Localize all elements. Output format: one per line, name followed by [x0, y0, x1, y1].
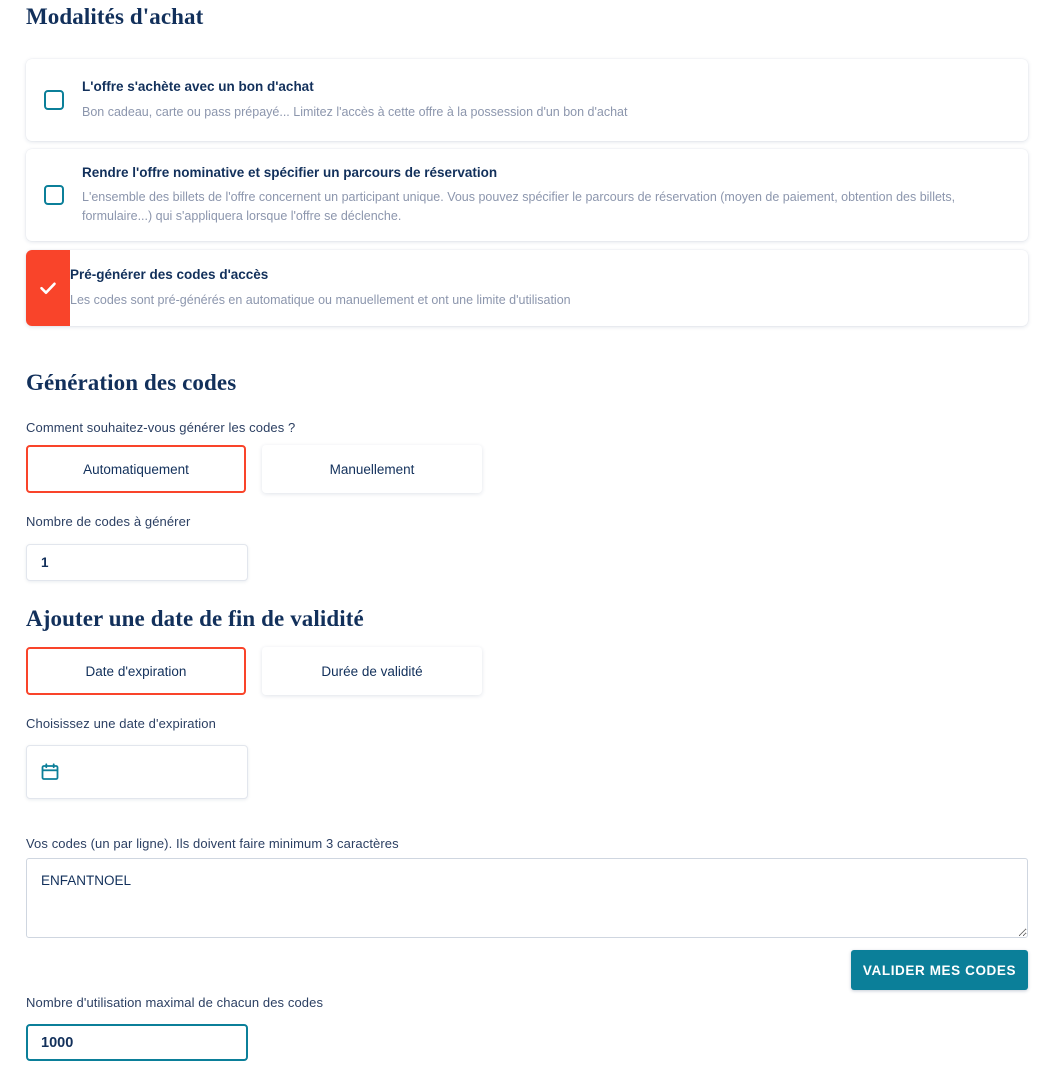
check-icon [37, 277, 59, 299]
label-generation-mode: Comment souhaitez-vous générer les codes ? [26, 420, 296, 435]
checkbox-voucher-wrap[interactable] [26, 59, 82, 141]
choice-generation-automatic[interactable]: Automatiquement [26, 445, 246, 493]
option-card-pregenerate-codes[interactable] [26, 250, 1028, 326]
option-title: Rendre l'offre nominative et spécifier un parcours de réservation [82, 165, 498, 181]
option-card-nominative[interactable] [26, 149, 1028, 241]
codes-count-input[interactable] [26, 544, 248, 581]
label-codes-textarea: Vos codes (un par ligne). Ils doivent faire minimum 3 caractères [26, 836, 399, 851]
page-title: Modalités d'achat [26, 4, 204, 29]
expiration-date-picker[interactable] [26, 745, 248, 799]
validate-codes-button[interactable]: VALIDER MES CODES [851, 950, 1028, 990]
codes-textarea[interactable] [26, 858, 1028, 938]
calendar-icon [41, 763, 59, 781]
checkbox-unchecked-icon[interactable] [44, 185, 64, 205]
checkbox-checked-wrap[interactable] [26, 250, 70, 326]
label-expiration-date: Choisissez une date d'expiration [26, 716, 216, 731]
section-title-validity: Ajouter une date de fin de validité [26, 606, 364, 631]
label-max-usage: Nombre d'utilisation maximal de chacun des codes [26, 995, 324, 1010]
option-description: L'ensemble des billets de l'offre concernent un participant unique. Vous pouvez spécifier le parcours de réservation (moyen de paiement, obtention des billets, formulaire...) qui s'appliquera lorsque l'offre se déclenche. [82, 190, 956, 223]
option-description: Les codes sont pré-générés en automatique ou manuellement et ont une limite d'utilisation [70, 292, 571, 307]
option-description: Bon cadeau, carte ou pass prépayé... Limitez l'accès à cette offre à la possession d'un bon d'achat [82, 104, 628, 119]
section-title-code-generation: Génération des codes [26, 370, 237, 395]
option-title: Pré-générer des codes d'accès [70, 267, 269, 283]
option-card-voucher[interactable] [26, 59, 1028, 141]
option-card-body [82, 59, 639, 141]
choice-validity-expiration-date[interactable]: Date d'expiration [26, 647, 246, 695]
option-card-body [70, 250, 583, 326]
label-codes-count: Nombre de codes à générer [26, 514, 191, 529]
checkbox-unchecked-icon[interactable] [44, 90, 64, 110]
max-usage-input[interactable] [26, 1024, 248, 1061]
option-card-body [82, 149, 1024, 241]
choice-validity-duration[interactable]: Durée de validité [262, 647, 482, 695]
choice-generation-manual[interactable]: Manuellement [262, 445, 482, 493]
checkbox-nominative-wrap[interactable] [26, 149, 82, 241]
option-title: L'offre s'achète avec un bon d'achat [82, 79, 314, 95]
